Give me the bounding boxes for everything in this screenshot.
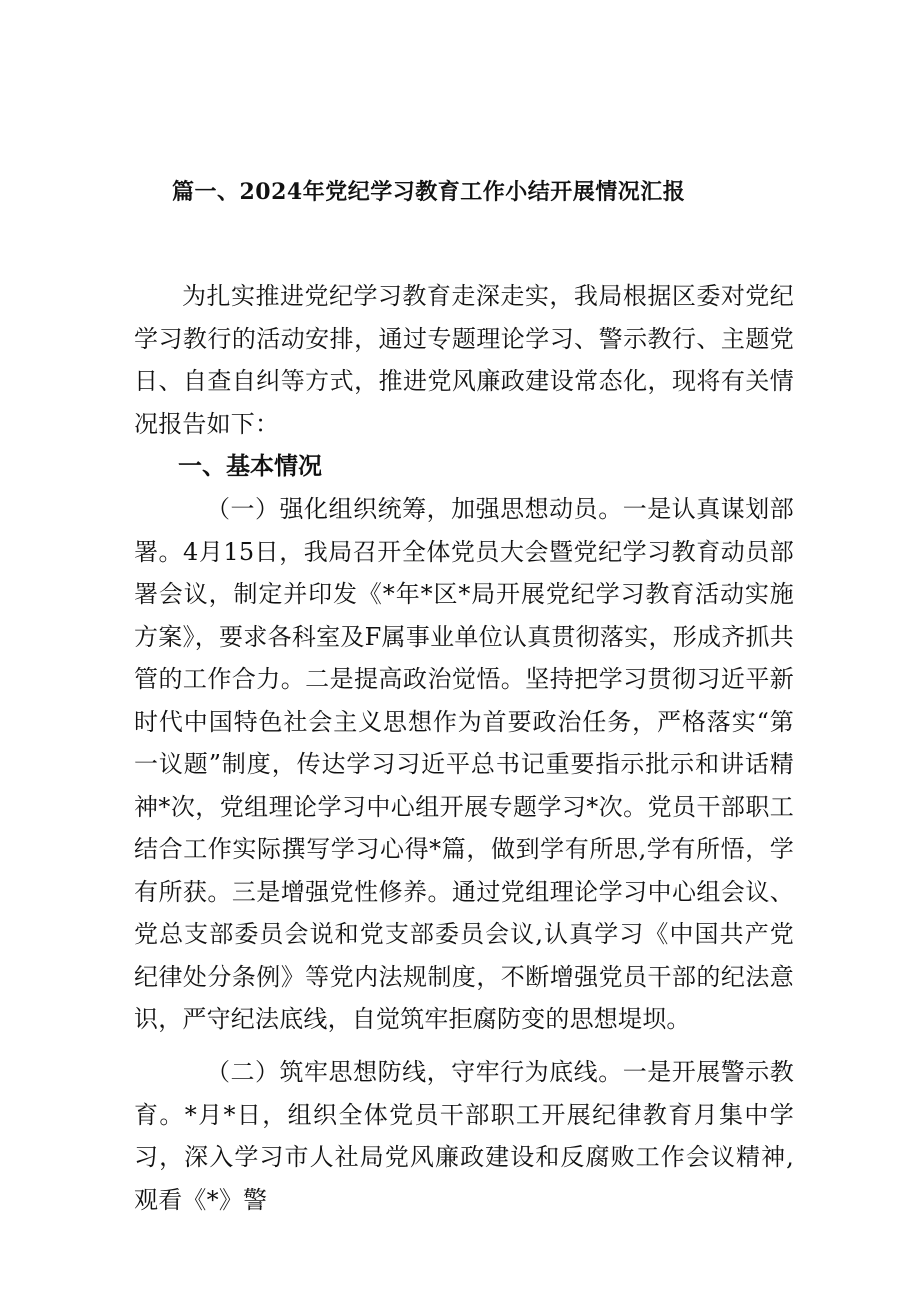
section1-paragraph-2 (134, 1051, 794, 1221)
document-title: 篇一、2024年党纪学习教育工作小结开展情况汇报 (172, 179, 686, 205)
intro-text: 为扎实推进党纪学习教育走深走实，我局根据区委对党纪学习教行的活动安排，通过专题理论学习、警示教行、主题党日、自查自纠等方式，推进党风廉政建设常态化，现将有关情况报告如下： (134, 282, 794, 438)
section1-paragraph-2-text: （二）筑牢思想防线，守牢行为底线。一是开展警示教育。*月*日，组织全体党员干部职工开展纪律教育月集中学习，深入学习市人社局党风廉政建设和反腐败工作会议精神,观看《*》警 (134, 1058, 794, 1214)
intro-paragraph (134, 275, 794, 445)
section1-paragraph-1 (134, 488, 794, 1041)
section1-paragraph-1-text: （一）强化组织统筹，加强思想动员。一是认真谋划部署。4月15日，我局召开全体党员大会暨党纪学习教育动员部署会议，制定并印发《*年*区*局开展党纪学习教育活动实施方案》，要求各科室及F属事业单位认真贯彻落实，形成齐抓共管的工作合力。二是提高政治觉悟。坚持把学习贯彻习近平新时代中国特色社会主义思想作为首要政治任务，严格落实“第一议题”制度，传达学习习近平总书记重要指示批示和讲话精神*次，党组理论学习中心组开展专题学习*次。党员干部职工结合工作实际撰写学习心得*篇，做到学有所思,学有所悟，学有所获。三是增强党性修养。通过党组理论学习中心组会议、党总支部委员会说和党支部委员会议,认真学习《中国共产党纪律处分条例》等党内法规制度，不断增强党员干部的纪法意识，严守纪法底线，自觉筑牢拒腐防变的思想堤坝。 (134, 495, 794, 1033)
section-heading-basic-situation: 一、基本情况 (178, 451, 322, 480)
